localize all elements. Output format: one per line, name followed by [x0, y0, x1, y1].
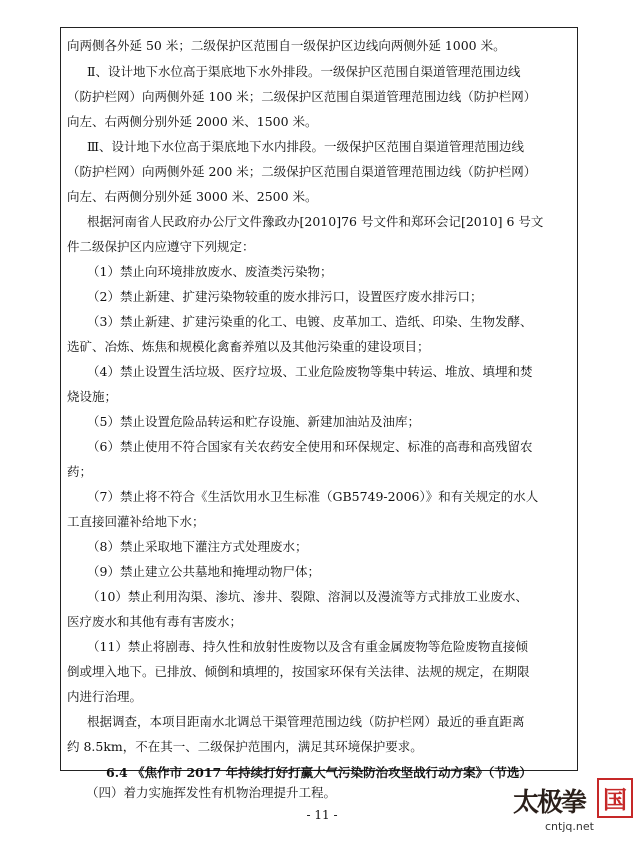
text-line: 根据调查，本项目距南水北调总干渠管理范围边线（防护栏网）最近的垂直距离: [87, 714, 525, 729]
text-line: 约 8.5km，不在其一、二级保护范围内，满足其环境保护要求。: [67, 739, 423, 754]
document-frame: [60, 27, 578, 771]
list-item: （3）禁止新建、扩建污染重的化工、电镀、皮革加工、造纸、印染、生物发酵、: [87, 314, 533, 329]
list-item: （4）禁止设置生活垃圾、医疗垃圾、工业危险废物等集中转运、堆放、填埋和焚: [87, 364, 533, 379]
text-line: 件二级保护区内应遵守下列规定：: [67, 239, 255, 254]
list-item-cont: 内进行治理。: [67, 689, 143, 704]
list-item-cont: 医疗废水和其他有毒有害废水；: [67, 614, 243, 629]
watermark-logo: [513, 778, 637, 836]
watermark-seal: 国: [597, 778, 633, 818]
text-line: 向左、右两侧分别外延 3000 米、2500 米。: [67, 189, 318, 204]
text-line: 向两侧各外延 50 米；二级保护区范围自一级保护区边线向两侧外延 1000 米。: [67, 38, 506, 53]
text-line: （防护栏网）向两侧外延 200 米；二级保护区范围自渠道管理范围边线（防护栏网）: [67, 164, 537, 179]
list-item: （2）禁止新建、扩建污染物较重的废水排污口，设置医疗废水排污口；: [87, 289, 483, 304]
list-item-cont: 倒或埋入地下。已排放、倾倒和填埋的，按国家环保有关法律、法规的规定，在期限: [67, 664, 530, 679]
text-line: Ⅲ、设计地下水位高于渠底地下水内排段。一级保护区范围自渠道管理范围边线: [87, 139, 525, 154]
list-item: （1）禁止向环境排放废水、废渣类污染物；: [87, 264, 333, 279]
list-item: （9）禁止建立公共墓地和掩埋动物尸体；: [87, 564, 320, 579]
list-item: （7）禁止将不符合《生活饮用水卫生标准（GB5749-2006）》和有关规定的水人: [87, 489, 539, 504]
page-number: - 11 -: [306, 808, 338, 822]
watermark-url: cntjq.net: [545, 820, 594, 833]
watermark-main: 太极拳: [513, 788, 586, 818]
text-line: 根据河南省人民政府办公厅文件豫政办[2010]76 号文件和郑环会记[2010] 6 号文: [87, 214, 544, 229]
list-item: （10）禁止利用沟渠、渗坑、渗井、裂隙、溶洞以及漫流等方式排放工业废水、: [87, 589, 528, 604]
list-item: （8）禁止采取地下灌注方式处理废水；: [87, 539, 308, 554]
section-heading: 6.4 《焦作市 2017 年持续打好打赢大气污染防治攻坚战行动方案》（节选）: [106, 765, 532, 780]
list-item-cont: 工直接回灌补给地下水；: [67, 514, 205, 529]
list-item: （11）禁止将剧毒、持久性和放射性废物以及含有重金属废物等危险废物直接倾: [87, 639, 528, 654]
list-item-cont: 选矿、冶炼、炼焦和规模化禽畜养殖以及其他污染重的建设项目；: [67, 339, 430, 354]
text-line: Ⅱ、设计地下水位高于渠底地下水外排段。一级保护区范围自渠道管理范围边线: [87, 64, 521, 79]
list-item-cont: 烧设施；: [67, 389, 118, 404]
list-item: （5）禁止设置危险品转运和贮存设施、新建加油站及油库；: [87, 414, 420, 429]
list-item: （6）禁止使用不符合国家有关农药安全使用和环保规定、标准的高毒和高残留农: [87, 439, 533, 454]
text-line: （防护栏网）向两侧外延 100 米；二级保护区范围自渠道管理范围边线（防护栏网）: [67, 89, 537, 104]
text-line: 向左、右两侧分别外延 2000 米、1500 米。: [67, 114, 318, 129]
list-item-cont: 药；: [67, 464, 93, 479]
text-line: （四）着力实施挥发性有机物治理提升工程。: [86, 785, 337, 800]
